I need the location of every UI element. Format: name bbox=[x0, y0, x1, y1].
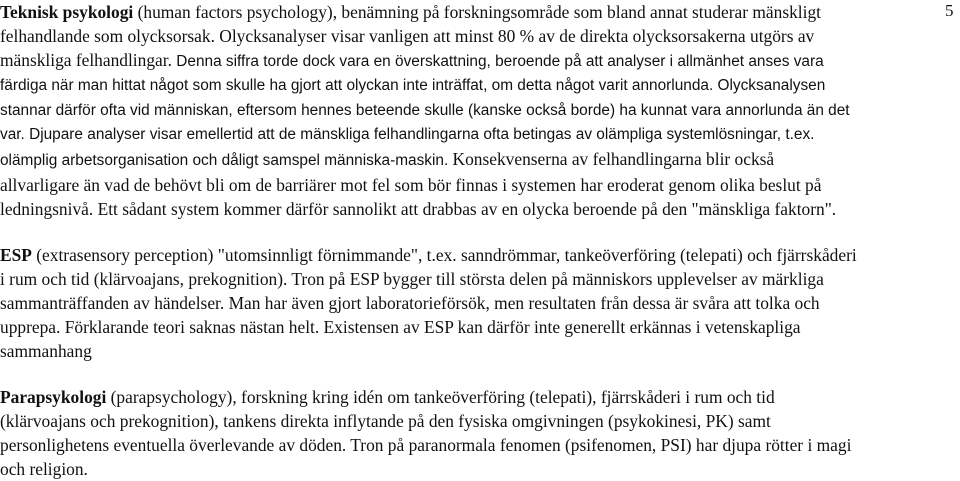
entry-text: sammanträffanden av händelser. Man har även gjort laboratorieförsök, men resultaten från dessa är svåra att tolka och bbox=[0, 293, 820, 314]
text-line bbox=[0, 385, 944, 409]
paragraph-gap bbox=[0, 363, 944, 385]
entry-text: sammanhang bbox=[0, 341, 92, 362]
entry-text: (parapsychology), forskning kring idén om tankeöverföring (telepati), fjärrskåderi i rum och tid bbox=[106, 387, 775, 408]
entry-text: (klärvoajans och prekognition), tankens direkta inflytande på den fysiska omgivningen (psykokinesi, PK) samt bbox=[0, 411, 771, 432]
text-line bbox=[0, 48, 944, 74]
entry-text: (human factors psychology), benämning på forskningsområde som bland annat studerar mänskligt bbox=[133, 2, 821, 22]
page-number: 5 bbox=[945, 1, 954, 20]
entry-text: färdiga när man hittat något som skulle ha gjort att olyckan inte inträffat, om detta något varit annorlunda. Olycksanalysen bbox=[0, 77, 826, 95]
entry-text: stannar därför ofta vid människan, eftersom hennes beteende skulle (kanske också borde) ha kunnat vara annorlunda än det bbox=[0, 101, 850, 119]
entry-text: (extrasensory perception) "utomsinnligt förnimmande", t.ex. sanndrömmar, tankeöverföring (telepati) och fjärrskåderi bbox=[31, 245, 857, 266]
entry-teknisk-psykologi bbox=[0, 0, 944, 221]
entry-text: Konsekvenserna av felhandlingarna blir också bbox=[452, 149, 775, 170]
entry-text: upprepa. Förklarande teori saknas nästan helt. Existensen av ESP kan därför inte generellt erkännas i vetenskapliga bbox=[0, 317, 801, 338]
entry-text: var. Djupare analyser visar emellertid att de mänskliga felhandlingarna ofta betingas av olämpliga systemlösningar, t.ex. bbox=[0, 125, 815, 143]
entry-term: ESP bbox=[0, 245, 32, 266]
entry-text: mänskliga felhandlingar. bbox=[0, 50, 177, 70]
entry-esp bbox=[0, 243, 944, 363]
entry-text: personlighetens eventuella överlevande av döden. Tron på paranormala fenomen (psifenomen, PSI) har djupa rötter i magi bbox=[0, 435, 852, 456]
entry-term: Teknisk psykologi bbox=[0, 2, 134, 22]
entry-text: allvarligare än vad de behövt bli om de barriärer mot fel som bör finnas i systemen har eroderat genom olika beslut på bbox=[0, 175, 822, 196]
paragraph-gap bbox=[0, 221, 944, 243]
entry-text: i rum och tid (klärvoajans, prekognition). Tron på ESP bygger till största delen på människors upplevelser av märkliga bbox=[0, 269, 824, 290]
entry-text: Denna siffra torde dock vara en överskattning, beroende på att analyser i allmänhet anses vara bbox=[176, 53, 824, 70]
text-line bbox=[0, 0, 944, 24]
text-line bbox=[0, 147, 944, 173]
entry-text: och religion. bbox=[0, 459, 88, 480]
entry-text: felhandlande som olycksorsak. Olycksanalyser visar vanligen att minst 80 % av de direkta olycksorsakerna utgörs av bbox=[0, 26, 815, 46]
entry-text: olämplig arbetsorganisation och dåligt samspel människa-maskin. bbox=[0, 152, 453, 170]
text-line bbox=[0, 243, 944, 267]
entry-text: ledningsnivå. Ett sådant system kommer därför sannolikt att drabbas av en olycka beroende på den "mänskliga faktorn". bbox=[0, 199, 837, 220]
entry-term: Parapsykologi bbox=[0, 387, 107, 408]
